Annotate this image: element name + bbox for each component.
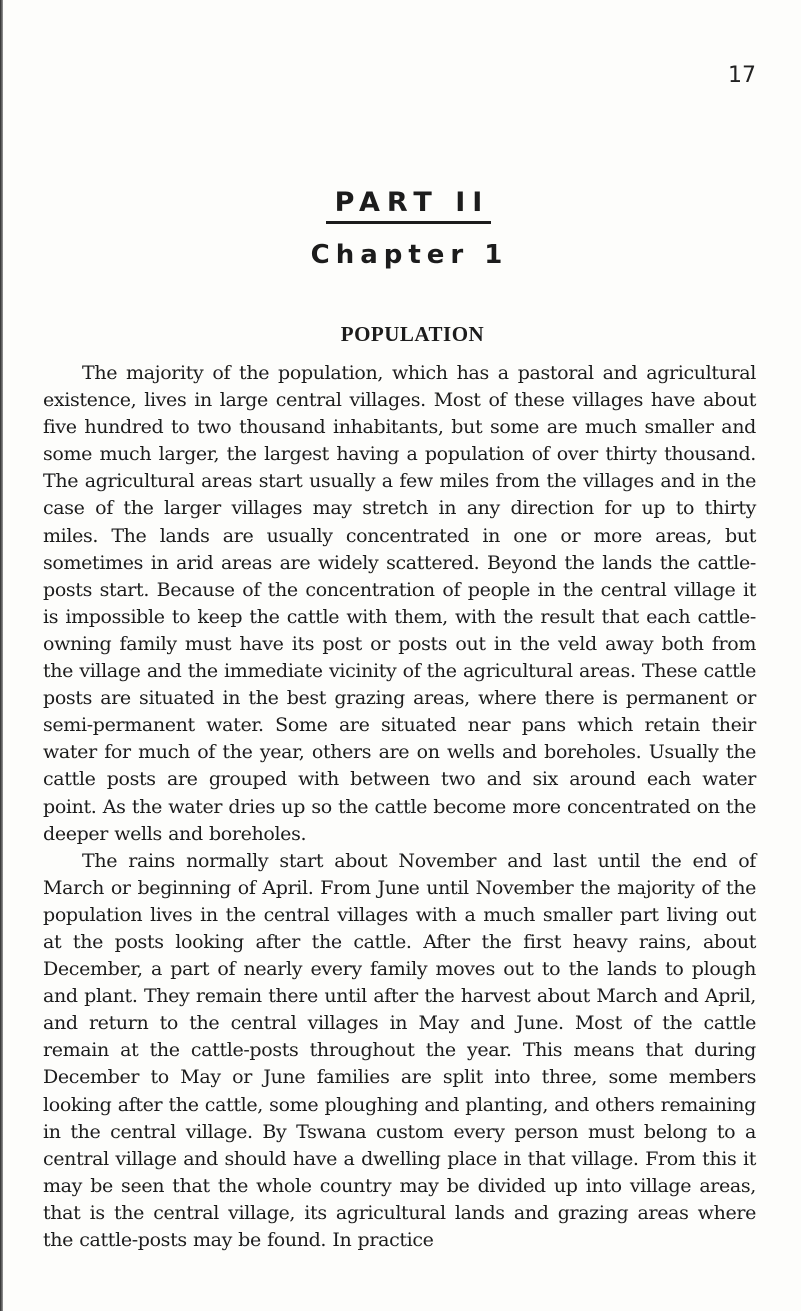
page-number: 17	[728, 63, 756, 88]
body-text	[43, 360, 756, 1254]
paragraph-2: The rains normally start about November and last until the end of March or beginning of April. From June until November the majority of the population lives in the central villages with a much smaller part living out at the posts looking after the cattle. After the first heavy rains, about December, a part of nearly every family moves out to the lands to plough and plant. They remain there until after the harvest about March and April, and return to the central villages in May and June. Most of the cattle remain at the cattle-posts throughout the year. This means that during December to May or June families are split into three, some members looking after the cattle, some ploughing and planting, and others remaining in the central village. By Tswana custom every person must belong to a central village and should have a dwelling place in that village. From this it may be seen that the whole country may be divided up into village areas, that is the central village, its agricultural lands and grazing areas where the cattle-posts may be found. In practice	[43, 849, 756, 1251]
part-heading	[0, 187, 801, 224]
chapter-heading: Chapter 1	[310, 240, 509, 270]
paragraph-1: The majority of the population, which has a pastoral and agricultural existence, lives in large central villages. Most of these villages have about five hundred to two thousand inhabitants, but some are much smaller and some much larger, the largest having a population of over thirty thousand. The agricultural areas start usually a few miles from the villages and in the case of the larger villages may stretch in any direction for up to thirty miles. The lands are usually concentrated in one or more areas, but sometimes in arid areas are widely scattered. Beyond the lands the cattle-posts start. Because of the concentration of people in the central village it is impossible to keep the cattle with them, with the result that each cattle-owning family must have its post or posts out in the veld away both from the village and the immediate vicinity of the agricultural areas. These cattle posts are situated in the best grazing areas, where there is permanent or semi-permanent water. Some are situated near pans which retain their water for much of the year, others are on wells and boreholes. Usually the cattle posts are grouped with between two and six around each water point. As the water dries up so the cattle become more concentrated on the deeper wells and boreholes.	[43, 362, 756, 845]
section-title: POPULATION	[340, 322, 485, 346]
part-label: PART II	[326, 187, 492, 224]
